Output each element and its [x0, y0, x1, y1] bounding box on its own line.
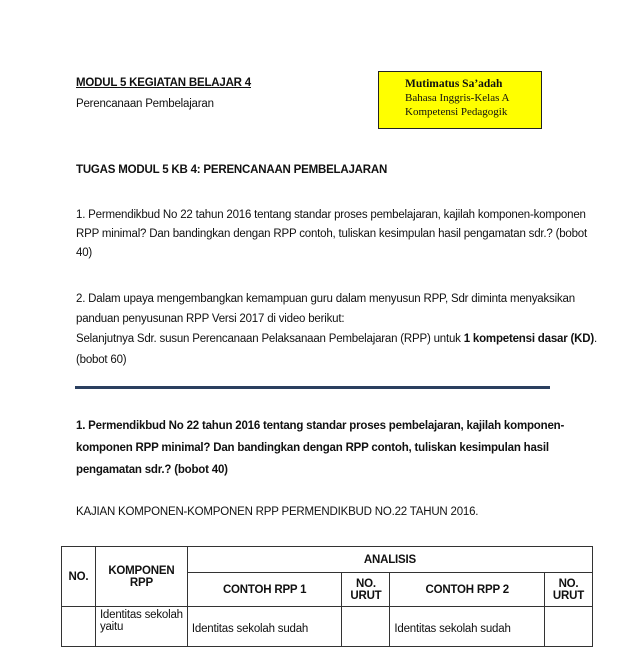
- task-q1-line3: 40): [76, 247, 93, 259]
- task-q1-line1: 1. Permendikbud No 22 tahun 2016 tentang standar proses pembelajaran, kajilah komponen-komponen: [76, 209, 586, 221]
- review-title: KAJIAN KOMPONEN-KOMPONEN RPP PERMENDIKBUD NO.22 TAHUN 2016.: [76, 506, 479, 518]
- col-header-no-urut-2: NO. URUT: [544, 573, 592, 607]
- task-q2-line3: [76, 333, 597, 345]
- col-header-analisis: ANALISIS: [187, 547, 592, 573]
- analysis-table: [61, 546, 593, 647]
- section-divider: [75, 386, 550, 389]
- task-q2-period: .: [593, 333, 597, 345]
- col-header-contoh-rpp-1: CONTOH RPP 1: [187, 573, 342, 607]
- task-q2-emphasis: 1 kompetensi dasar (KD): [463, 333, 594, 345]
- col-header-komponen: KOMPONEN RPP: [95, 547, 187, 607]
- student-competency: Kompetensi Pedagogik: [405, 106, 508, 118]
- row1-no: [62, 607, 96, 647]
- row1-no-urut-1: [342, 607, 390, 647]
- answer-q1-line3: pengamatan sdr.? (bobot 40): [76, 464, 228, 476]
- row1-contoh-rpp-1: Identitas sekolah sudah: [187, 607, 342, 647]
- module-subtitle: Perencanaan Pembelajaran: [76, 98, 214, 110]
- col-header-contoh-rpp-2: CONTOH RPP 2: [390, 573, 545, 607]
- answer-q1-line1: 1. Permendikbud No 22 tahun 2016 tentang standar proses pembelajaran, kajilah komponen-: [76, 420, 565, 432]
- task-heading: TUGAS MODUL 5 KB 4: PERENCANAAN PEMBELAJARAN: [76, 164, 388, 176]
- answer-q1-line2: komponen RPP minimal? Dan bandingkan dengan RPP contoh, tuliskan kesimpulan hasil: [76, 442, 549, 454]
- student-class: Bahasa Inggris-Kelas A: [405, 92, 510, 104]
- module-title: MODUL 5 KEGIATAN BELAJAR 4: [76, 77, 251, 89]
- row1-no-urut-2: [544, 607, 592, 647]
- row1-komponen: Identitas sekolah yaitu: [95, 607, 187, 647]
- task-q2-line4: (bobot 60): [76, 354, 127, 366]
- task-q1-line2: RPP minimal? Dan bandingkan dengan RPP contoh, tuliskan kesimpulan hasil pengamatan sdr.? (bobot: [76, 228, 587, 240]
- col-header-no-urut-1: NO. URUT: [342, 573, 390, 607]
- student-name-box: [378, 71, 542, 129]
- col-header-no: NO.: [62, 547, 96, 607]
- task-q2-line1: 2. Dalam upaya mengembangkan kemampuan guru dalam menyusun RPP, Sdr diminta menyaksikan: [76, 293, 575, 305]
- task-q2-text: Selanjutnya Sdr. susun Perencanaan Pelaksanaan Pembelajaran (RPP) untuk: [76, 333, 464, 345]
- student-name: Mutimatus Sa’adah: [405, 78, 503, 90]
- task-q2-line2: panduan penyusunan RPP Versi 2017 di video berikut:: [76, 313, 345, 325]
- row1-contoh-rpp-2: Identitas sekolah sudah: [390, 607, 545, 647]
